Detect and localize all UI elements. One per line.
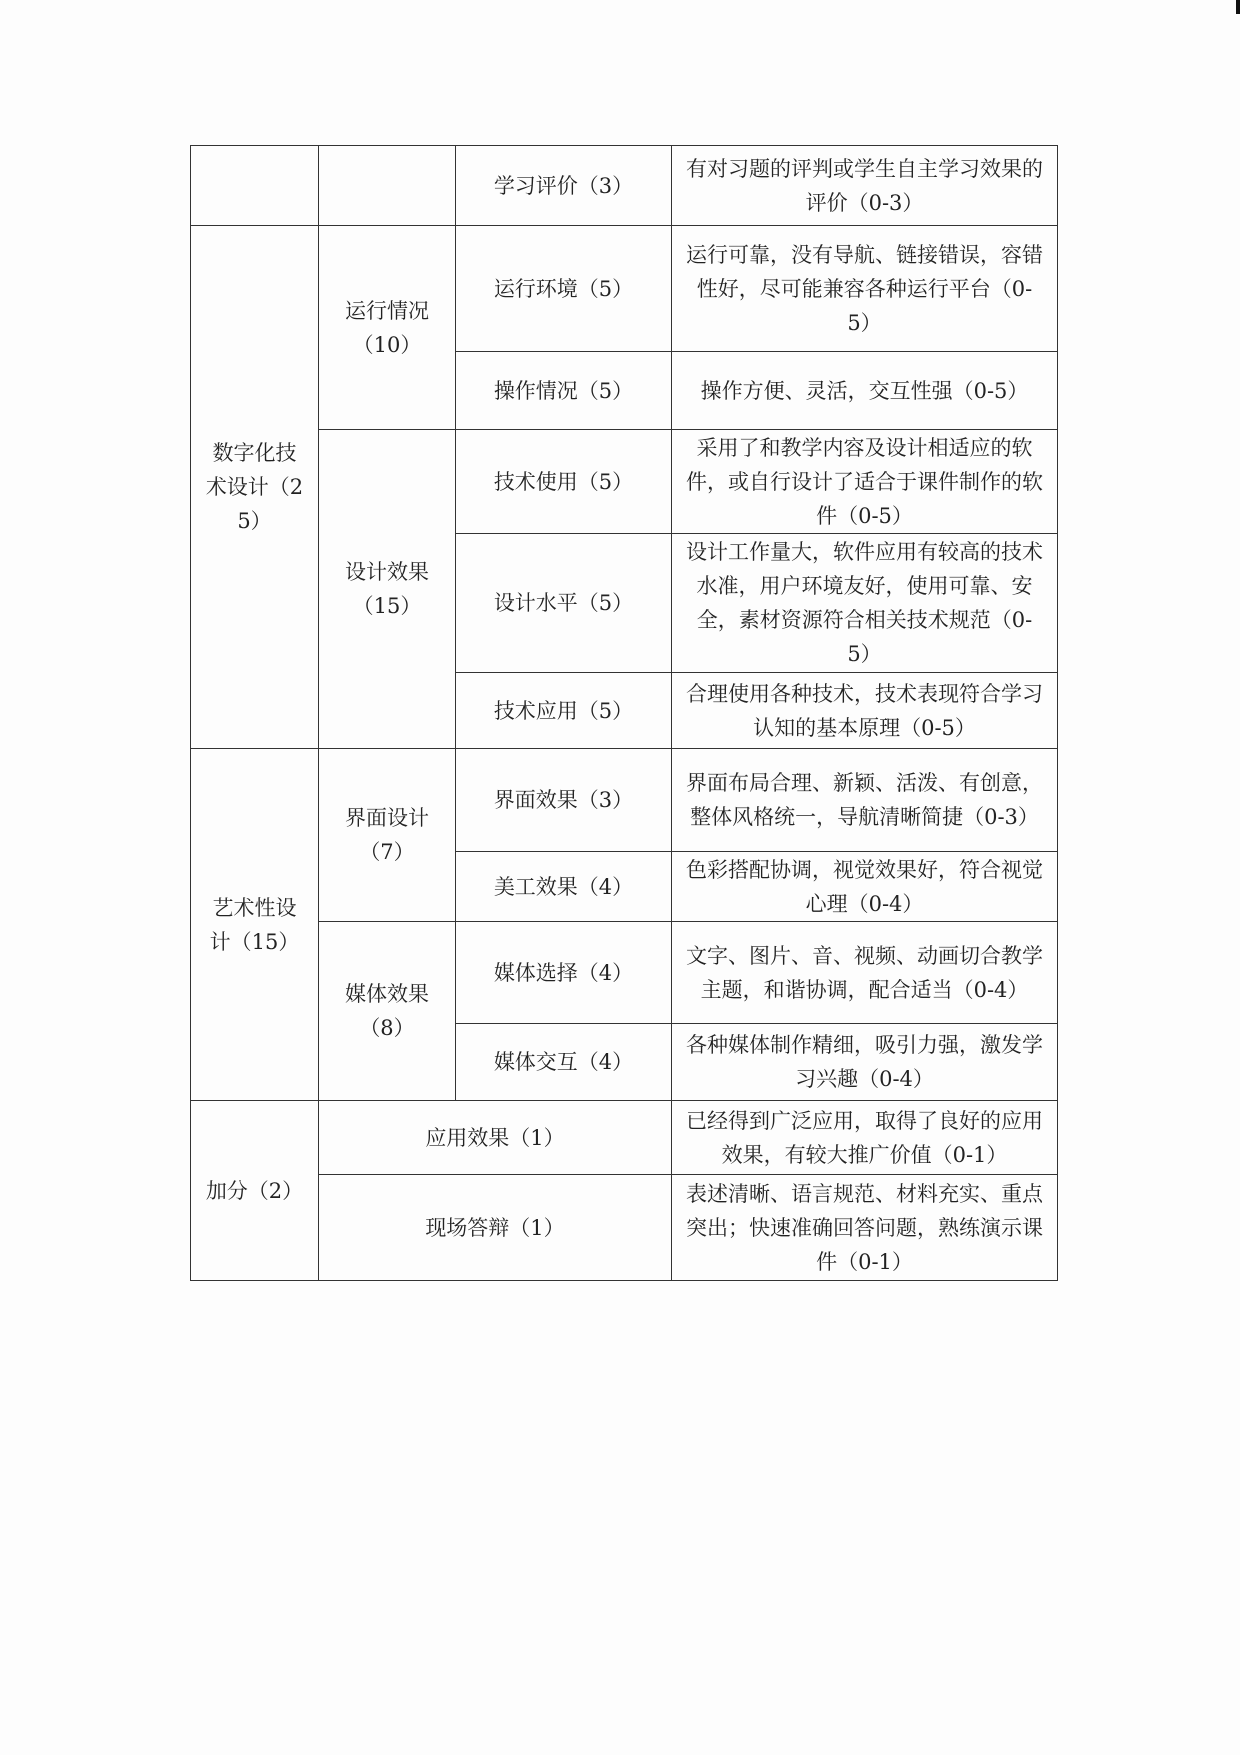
item-cell: 界面效果（3） — [456, 749, 672, 852]
category-cell-media: 媒体效果（8） — [319, 922, 456, 1101]
description-cell: 操作方便、灵活，交互性强（0-5） — [672, 352, 1058, 430]
rubric-table — [190, 145, 1058, 1281]
item-cell: 设计水平（5） — [456, 534, 672, 673]
description-cell: 设计工作量大，软件应用有较高的技术水准，用户环境友好，使用可靠、安全，素材资源符合相关技术规范（0-5） — [672, 534, 1058, 673]
description-cell: 表述清晰、语言规范、材料充实、重点突出；快速准确回答问题，熟练演示课件（0-1） — [672, 1175, 1058, 1281]
table-row — [191, 1101, 1058, 1175]
category-cell-design-effect: 设计效果（15） — [319, 430, 456, 749]
description-cell: 已经得到广泛应用，取得了良好的应用效果，有较大推广价值（0-1） — [672, 1101, 1058, 1175]
group-cell-empty — [191, 146, 319, 226]
item-cell: 媒体选择（4） — [456, 922, 672, 1024]
table-row — [191, 1175, 1058, 1281]
rubric-table-container — [190, 145, 1057, 1281]
item-cell: 学习评价（3） — [456, 146, 672, 226]
description-cell: 色彩搭配协调，视觉效果好，符合视觉心理（0-4） — [672, 852, 1058, 922]
table-row — [191, 226, 1058, 352]
table-row — [191, 146, 1058, 226]
item-cell: 美工效果（4） — [456, 852, 672, 922]
description-cell: 合理使用各种技术，技术表现符合学习认知的基本原理（0-5） — [672, 673, 1058, 749]
item-cell-merged: 应用效果（1） — [319, 1101, 672, 1175]
description-cell: 界面布局合理、新颖、活泼、有创意，整体风格统一，导航清晰简捷（0-3） — [672, 749, 1058, 852]
table-row — [191, 430, 1058, 534]
table-row — [191, 749, 1058, 852]
item-cell-merged: 现场答辩（1） — [319, 1175, 672, 1281]
description-cell: 有对习题的评判或学生自主学习效果的评价（0-3） — [672, 146, 1058, 226]
item-cell: 运行环境（5） — [456, 226, 672, 352]
category-cell-operation: 运行情况（10） — [319, 226, 456, 430]
group-cell-digital-tech: 数字化技术设计（25） — [191, 226, 319, 749]
scan-edge-mark — [1236, 0, 1240, 14]
item-cell: 技术应用（5） — [456, 673, 672, 749]
item-cell: 媒体交互（4） — [456, 1024, 672, 1101]
description-cell: 采用了和教学内容及设计相适应的软件，或自行设计了适合于课件制作的软件（0-5） — [672, 430, 1058, 534]
item-cell: 技术使用（5） — [456, 430, 672, 534]
item-cell: 操作情况（5） — [456, 352, 672, 430]
group-cell-artistic: 艺术性设计（15） — [191, 749, 319, 1101]
description-cell: 运行可靠，没有导航、链接错误，容错性好，尽可能兼容各种运行平台（0-5） — [672, 226, 1058, 352]
category-cell-interface: 界面设计（7） — [319, 749, 456, 922]
description-cell: 各种媒体制作精细，吸引力强，激发学习兴趣（0-4） — [672, 1024, 1058, 1101]
description-cell: 文字、图片、音、视频、动画切合教学主题，和谐协调，配合适当（0-4） — [672, 922, 1058, 1024]
table-row — [191, 922, 1058, 1024]
group-cell-bonus: 加分（2） — [191, 1101, 319, 1281]
category-cell-empty — [319, 146, 456, 226]
